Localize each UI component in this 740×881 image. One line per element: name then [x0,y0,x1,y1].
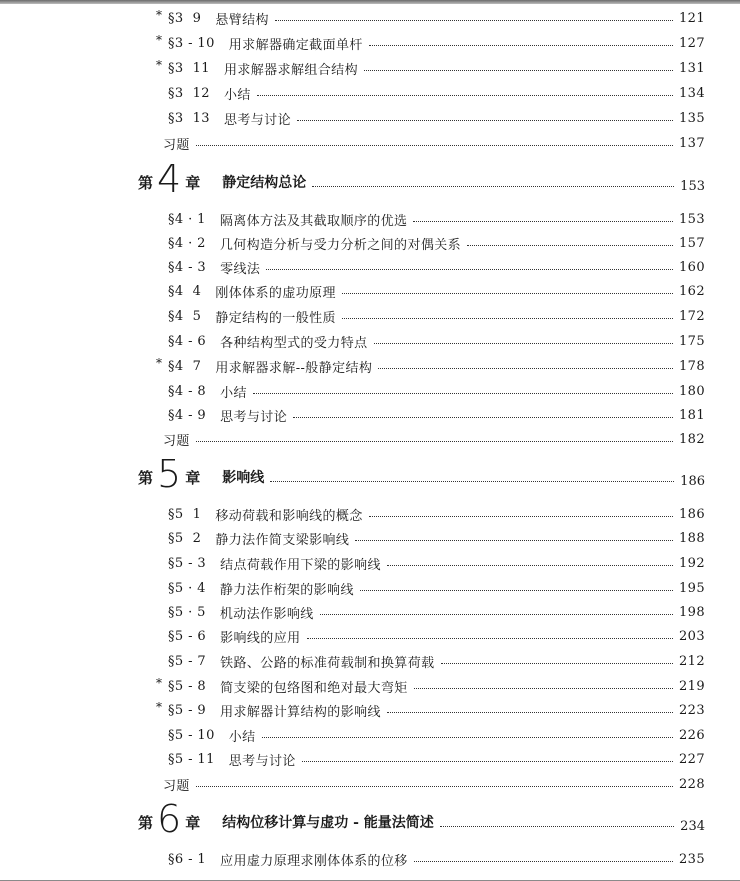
section-entry [156,57,705,79]
section-entry [168,527,705,549]
section-entry [168,577,705,599]
section-number: §6 - 1 [168,851,207,867]
dot-leader [378,367,673,369]
page-number: 226 [678,727,705,743]
section-number: §3 - 10 [168,35,215,51]
section-title: 应用虚力原理求刚体体系的位移 [220,853,408,869]
section-entry [168,380,705,402]
section-entry [168,748,705,770]
dot-leader [413,220,673,222]
page-number: 186 [680,473,705,489]
dot-leader [387,564,673,566]
section-title: 习题 [163,433,190,449]
section-entry [168,503,705,525]
section-entry [168,404,705,426]
section-number: §5 · 5 [168,604,206,620]
section-number: §3 11 [168,60,210,76]
page-number: 172 [678,308,705,324]
section-entry [156,7,705,29]
page-number: 160 [678,259,705,275]
page-number: 203 [678,628,705,644]
page-number: 186 [678,506,705,522]
dot-leader [320,613,673,615]
dot-leader [262,736,673,738]
section-title: 静力法作简支梁影响线 [215,532,350,548]
dot-leader [302,760,673,762]
chapter-suffix: 章 [185,173,201,192]
dot-leader [342,317,673,319]
section-title: 小结 [223,87,251,103]
optional-marker: * [156,33,163,47]
section-number: §5 - 3 [168,555,207,571]
page-number: 135 [678,110,705,126]
page-number: 162 [678,283,705,299]
section-number: §4 · 2 [168,235,206,251]
section-number: §5 - 6 [168,628,207,644]
section-entry [168,232,705,254]
section-title: 思考与讨论 [228,753,296,769]
chapter-heading [138,452,705,496]
chapter-number: 5 [157,452,182,496]
dot-leader [312,185,674,187]
section-title: 静力法作桁架的影响线 [219,582,354,598]
dot-leader [440,825,674,827]
section-title: 机动法作影响线 [219,606,314,622]
page-number: 188 [678,530,705,546]
section-title: 用求解器求解组合结构 [223,62,358,78]
page-number: 180 [678,383,705,399]
section-number: §4 - 3 [168,259,207,275]
section-number: §3 12 [168,85,210,101]
section-title: 用求解器计算结构的影响线 [220,704,381,720]
chapter-suffix: 章 [185,468,201,487]
chapter-number: 6 [157,797,182,841]
section-entry [168,305,705,327]
section-title: 静定结构的一般性质 [215,310,336,326]
section-title: 影响线的应用 [220,630,301,646]
section-title: 各种结构型式的受力特点 [220,335,368,351]
chapter-number: 4 [157,157,182,201]
optional-marker: * [156,58,163,72]
dot-leader [196,440,673,442]
section-number: §5 · 4 [168,580,206,596]
page-number: 182 [678,431,705,447]
section-entry [168,208,705,230]
page-number: 219 [678,678,705,694]
section-number: §3 13 [168,110,210,126]
section-title: 隔离体方法及其截取顺序的优选 [219,213,408,229]
section-title: 零线法 [220,261,261,277]
page-number: 228 [678,776,705,792]
section-entry [156,32,705,54]
dot-leader [369,515,673,517]
exercises-entry [163,132,705,154]
page-number: 192 [678,555,705,571]
page-number: 195 [678,580,705,596]
dot-leader [467,244,673,246]
section-entry [168,848,705,870]
dot-leader [342,292,673,294]
section-entry [156,675,705,697]
section-title: 简支梁的包络图和绝对最大弯矩 [220,680,408,696]
section-title: 思考与讨论 [220,409,288,425]
page-number: 153 [678,211,705,227]
section-number: §5 - 11 [168,751,215,767]
chapter-title: 静定结构总论 [222,175,307,191]
page-number: 127 [678,35,705,51]
section-title: 几何构造分析与受力分析之间的对偶关系 [219,237,462,253]
chapter-prefix: 第 [138,468,154,487]
dot-leader [196,144,673,146]
dot-leader [257,94,673,96]
section-number: §5 - 7 [168,653,207,669]
chapter-heading [138,157,705,201]
chapter-suffix: 章 [185,813,201,832]
dot-leader [414,687,673,689]
dot-leader [374,342,673,344]
section-number: §4 7 [168,358,202,374]
section-entry [156,355,705,377]
page-number: 121 [678,10,705,26]
section-entry [168,650,705,672]
chapter-title: 影响线 [222,470,265,486]
chapter-prefix: 第 [138,813,154,832]
dot-leader [297,119,673,121]
dot-leader [253,392,673,394]
optional-marker: * [156,700,163,714]
section-title: 刚体体系的虚功原理 [215,285,336,301]
page-number: 227 [678,751,705,767]
section-entry [168,625,705,647]
section-number: §5 1 [168,506,202,522]
section-entry [168,330,705,352]
page-number: 235 [678,851,705,867]
section-number: §4 - 8 [168,383,207,399]
section-title: 结点荷载作用下梁的影响线 [220,557,381,573]
section-title: 移动荷载和影响线的概念 [215,508,363,524]
optional-marker: * [156,676,163,690]
section-title: 习题 [163,778,190,794]
section-entry [168,107,705,129]
page-number: 137 [678,135,705,151]
exercises-entry [163,428,705,450]
section-entry [168,256,705,278]
dot-leader [196,785,673,787]
dot-leader [355,539,673,541]
dot-leader [275,19,673,21]
optional-marker: * [156,356,163,370]
page-number: 234 [680,818,705,834]
section-entry [168,724,705,746]
section-number: §5 - 10 [168,727,215,743]
page-number: 223 [678,702,705,718]
section-number: §4 · 1 [168,211,206,227]
section-title: 用求解器确定截面单杆 [228,37,363,53]
section-number: §3 9 [168,10,202,26]
dot-leader [387,711,673,713]
page-number: 198 [678,604,705,620]
section-entry [168,552,705,574]
page-number: 178 [678,358,705,374]
section-number: §4 5 [168,308,202,324]
dot-leader [266,268,673,270]
section-number: §5 2 [168,530,202,546]
dot-leader [293,416,673,418]
optional-marker: * [156,8,163,22]
page-number: 212 [678,653,705,669]
section-title: 习题 [163,137,190,153]
page-number: 157 [678,235,705,251]
exercises-entry [163,773,705,795]
section-number: §4 4 [168,283,202,299]
section-entry [168,280,705,302]
page-number: 175 [678,333,705,349]
chapter-prefix: 第 [138,173,154,192]
section-title: 思考与讨论 [223,112,291,128]
section-entry [156,699,705,721]
section-entry [168,601,705,623]
dot-leader [441,662,673,664]
page-number: 181 [678,407,705,423]
dot-leader [270,480,674,482]
section-number: §4 - 9 [168,407,207,423]
page-number: 131 [678,60,705,76]
page-number: 153 [680,178,705,194]
section-title: 用求解器求解--般静定结构 [215,360,373,376]
chapter-title: 结构位移计算与虚功 - 能量法简述 [222,815,434,831]
section-title: 小结 [220,385,247,401]
dot-leader [364,69,673,71]
page-number: 134 [678,85,705,101]
dot-leader [414,860,673,862]
section-title: 小结 [228,729,256,745]
dot-leader [369,44,673,46]
section-number: §5 - 8 [168,678,207,694]
section-entry [168,82,705,104]
section-number: §4 - 6 [168,333,207,349]
section-title: 铁路、公路的标准荷载制和换算荷载 [220,655,435,671]
dot-leader [307,637,673,639]
section-number: §5 - 9 [168,702,207,718]
chapter-heading [138,797,705,841]
section-title: 悬臂结构 [215,12,269,28]
dot-leader [360,589,673,591]
